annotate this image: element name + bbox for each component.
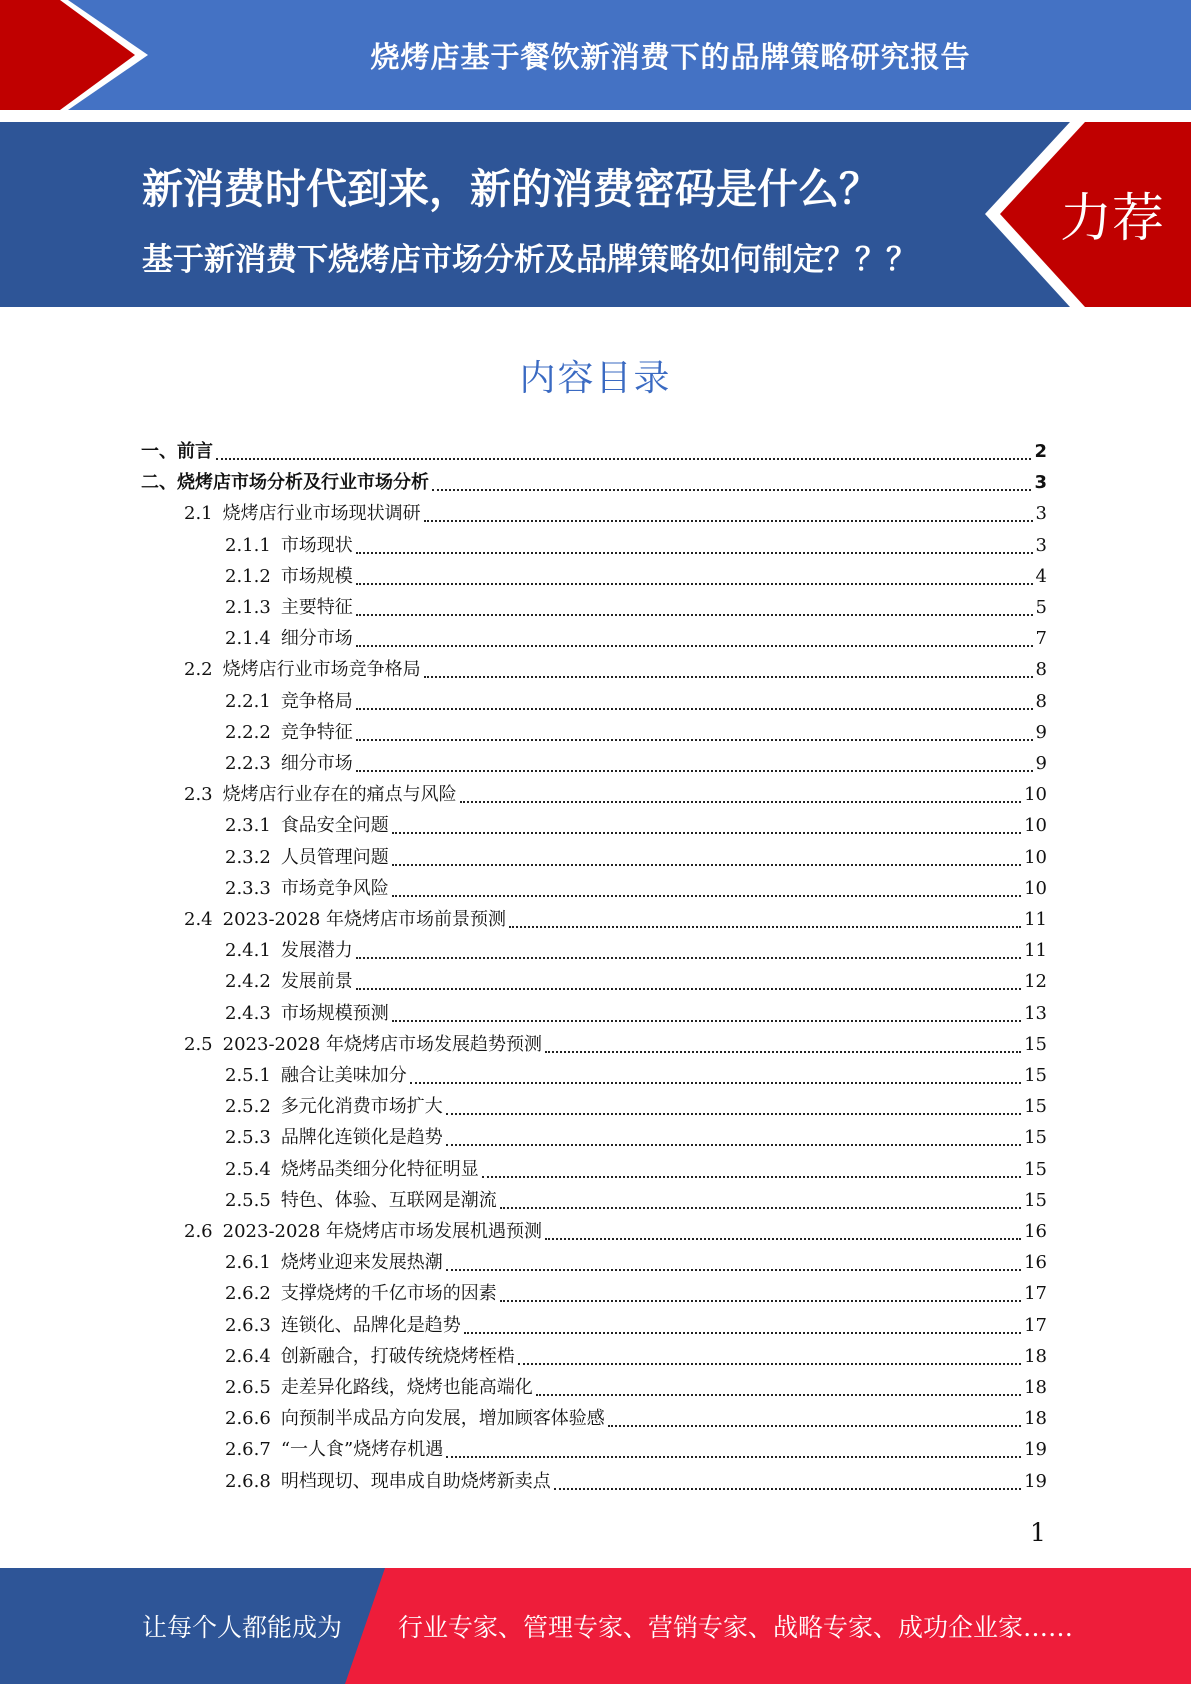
toc-entry-number: 2.4.1 bbox=[225, 940, 271, 962]
toc-entry-page: 12 bbox=[1024, 971, 1047, 993]
toc-entry-number: 2.2.2 bbox=[225, 721, 271, 743]
toc-entry-label: 2023-2028 年烧烤店市场发展机遇预测 bbox=[222, 1221, 543, 1242]
toc-entry-label: 烧烤店行业市场现状调研 bbox=[222, 503, 421, 525]
toc-entry-number: 2.5.3 bbox=[225, 1127, 271, 1149]
toc-entry-label: 烧烤店市场分析及行业市场分析 bbox=[177, 472, 429, 494]
toc-entry-number: 2.5.4 bbox=[225, 1158, 271, 1180]
toc-entry-number: 2.1 bbox=[184, 503, 213, 525]
toc-dot-leader bbox=[554, 1487, 1021, 1490]
toc-entry[interactable] bbox=[225, 1061, 1047, 1092]
toc-entry[interactable] bbox=[184, 780, 1047, 811]
toc-entry-page: 16 bbox=[1024, 1221, 1047, 1242]
toc-entry-page: 19 bbox=[1024, 1470, 1047, 1492]
toc-entry[interactable] bbox=[225, 1123, 1047, 1154]
toc-entry-page: 8 bbox=[1035, 659, 1047, 681]
toc-entry-label: 向预制半成品方向发展，增加顾客体验感 bbox=[280, 1408, 605, 1430]
toc-entry-page: 15 bbox=[1024, 1158, 1047, 1180]
toc-entry-number: 2.3.2 bbox=[225, 846, 271, 868]
toc-entry-label: 食品安全问题 bbox=[280, 815, 389, 837]
toc-dot-leader bbox=[356, 738, 1033, 741]
toc-entry-label: 市场规模 bbox=[280, 565, 353, 587]
toc-dot-leader bbox=[460, 800, 1021, 803]
toc-entry-number: 2.5.2 bbox=[225, 1096, 271, 1118]
toc-entry[interactable] bbox=[225, 843, 1047, 874]
toc-entry-number: 2.1.4 bbox=[225, 628, 271, 650]
toc-entry-number: 2.3.3 bbox=[225, 877, 271, 899]
toc-entry[interactable] bbox=[225, 687, 1047, 718]
toc-entry-label: 人员管理问题 bbox=[280, 846, 389, 868]
toc-dot-leader bbox=[424, 675, 1033, 678]
toc-entry[interactable] bbox=[225, 1279, 1047, 1310]
toc-dot-leader bbox=[356, 769, 1033, 772]
toc-entry-page: 9 bbox=[1035, 753, 1047, 774]
toc-entry-number: 2.6.2 bbox=[225, 1283, 271, 1305]
toc-entry-label: 竞争格局 bbox=[280, 690, 353, 712]
report-title: 烧烤店基于餐饮新消费下的品牌策略研究报告 bbox=[370, 39, 971, 74]
recommend-badge-label: 力荐 bbox=[1060, 189, 1165, 249]
toc-entry-label: 2023-2028 年烧烤店市场发展趋势预测 bbox=[222, 1033, 543, 1055]
toc-entry-label: 市场规模预测 bbox=[280, 1002, 389, 1024]
toc-entry[interactable] bbox=[225, 593, 1047, 624]
toc-dot-leader bbox=[464, 1331, 1021, 1334]
toc-entry-label: 竞争特征 bbox=[280, 721, 353, 743]
toc-entry-page: 19 bbox=[1024, 1439, 1047, 1461]
toc-entry-label: 支撑烧烤的千亿市场的因素 bbox=[280, 1283, 497, 1305]
toc-entry-number: 2.3 bbox=[184, 784, 213, 806]
toc-entry-page: 3 bbox=[1035, 503, 1047, 525]
toc-entry-number: 2.6.3 bbox=[225, 1314, 271, 1336]
toc-dot-leader bbox=[536, 1393, 1021, 1396]
toc-entry[interactable] bbox=[225, 1404, 1047, 1435]
toc-entry-page: 3 bbox=[1035, 534, 1047, 556]
toc-entry-number: 2.5 bbox=[184, 1033, 213, 1055]
toc-entry-page: 15 bbox=[1024, 1096, 1047, 1118]
toc-entry-page: 11 bbox=[1024, 909, 1047, 930]
toc-entry[interactable] bbox=[225, 936, 1047, 967]
toc-entry-number: 2.6.4 bbox=[225, 1345, 271, 1367]
toc-entry-number: 一、 bbox=[141, 441, 177, 462]
toc-entry-page: 15 bbox=[1024, 1065, 1047, 1086]
toc-entry[interactable] bbox=[225, 624, 1047, 655]
toc-entry-label: 市场竞争风险 bbox=[280, 877, 389, 899]
toc-entry-page: 13 bbox=[1024, 1002, 1047, 1024]
toc-entry-label: 细分市场 bbox=[280, 753, 353, 774]
toc-entry[interactable] bbox=[225, 562, 1047, 593]
toc-entry-number: 2.2 bbox=[184, 659, 213, 681]
toc-dot-leader bbox=[356, 582, 1033, 585]
toc-entry[interactable] bbox=[225, 1467, 1047, 1498]
toc-entry-number: 2.5.5 bbox=[225, 1189, 271, 1211]
toc-entry-page: 18 bbox=[1024, 1377, 1047, 1398]
toc-entry-label: “一人食”烧烤存机遇 bbox=[280, 1439, 444, 1461]
toc-entry-page: 7 bbox=[1035, 628, 1047, 650]
toc-entry-label: 品牌化连锁化是趋势 bbox=[280, 1127, 443, 1149]
toc-entry-page: 9 bbox=[1035, 721, 1047, 743]
toc-entry-label: 连锁化、品牌化是趋势 bbox=[280, 1314, 461, 1336]
toc-entry-number: 2.4.3 bbox=[225, 1002, 271, 1024]
toc-entry[interactable] bbox=[225, 811, 1047, 842]
toc-entry-label: 融合让美味加分 bbox=[280, 1065, 407, 1086]
toc-entry[interactable] bbox=[225, 531, 1047, 562]
footer-banner bbox=[0, 1568, 1191, 1684]
toc-dot-leader bbox=[424, 519, 1033, 522]
toc-entry-label: 发展前景 bbox=[280, 971, 353, 993]
toc-entry-page: 8 bbox=[1035, 690, 1047, 712]
toc-dot-leader bbox=[356, 987, 1021, 990]
toc-entry[interactable] bbox=[225, 967, 1047, 998]
toc-entry-page: 11 bbox=[1024, 940, 1047, 962]
toc-entry-page: 15 bbox=[1024, 1189, 1047, 1211]
toc-dot-leader bbox=[432, 488, 1031, 491]
toc-entry-number: 2.6.8 bbox=[225, 1470, 271, 1492]
toc-entry-page: 10 bbox=[1024, 846, 1047, 868]
toc-entry[interactable] bbox=[225, 1092, 1047, 1123]
header-divider bbox=[0, 110, 1191, 122]
toc-entry-label: 细分市场 bbox=[280, 628, 353, 650]
toc-entry[interactable] bbox=[225, 749, 1047, 780]
toc-dot-leader bbox=[356, 707, 1033, 710]
toc-entry[interactable] bbox=[225, 1435, 1047, 1466]
toc-entry-page: 17 bbox=[1024, 1314, 1047, 1336]
toc-entry[interactable] bbox=[225, 1373, 1047, 1404]
toc-entry-page: 4 bbox=[1035, 565, 1047, 587]
toc-entry-label: 前言 bbox=[177, 441, 213, 462]
toc-entry-number: 2.6.1 bbox=[225, 1252, 271, 1274]
toc-entry[interactable] bbox=[225, 999, 1047, 1030]
toc-dot-leader bbox=[410, 1081, 1021, 1084]
toc-entry-page: 10 bbox=[1024, 784, 1047, 806]
toc-dot-leader bbox=[392, 894, 1021, 897]
toc-entry-label: 烧烤业迎来发展热潮 bbox=[280, 1252, 443, 1274]
toc-entry[interactable] bbox=[225, 874, 1047, 905]
toc-entry-page: 10 bbox=[1024, 815, 1047, 837]
toc-entry-label: 特色、体验、互联网是潮流 bbox=[280, 1189, 497, 1211]
toc-entry-label: 2023-2028 年烧烤店市场前景预测 bbox=[222, 909, 507, 930]
toc-entry-page: 3 bbox=[1034, 472, 1047, 494]
toc-entry[interactable] bbox=[141, 468, 1047, 499]
toc-entry-number: 2.6.6 bbox=[225, 1408, 271, 1430]
toc-dot-leader bbox=[356, 956, 1021, 959]
toc-entry-label: 市场现状 bbox=[280, 534, 353, 556]
toc-entry-label: 发展潜力 bbox=[280, 940, 353, 962]
toc-entry[interactable] bbox=[141, 437, 1047, 468]
toc-entry-number: 2.5.1 bbox=[225, 1065, 271, 1086]
report-header-band bbox=[0, 0, 1191, 110]
toc-entry-label: 多元化消费市场扩大 bbox=[280, 1096, 443, 1118]
toc-dot-leader bbox=[518, 1362, 1021, 1365]
toc-entry[interactable] bbox=[184, 905, 1047, 936]
toc-entry-label: 烧烤店行业市场竞争格局 bbox=[222, 659, 421, 681]
toc-entry-page: 15 bbox=[1024, 1033, 1047, 1055]
toc-entry-page: 15 bbox=[1024, 1127, 1047, 1149]
toc-entry-page: 10 bbox=[1024, 877, 1047, 899]
toc-dot-leader bbox=[545, 1050, 1021, 1053]
toc-dot-leader bbox=[392, 1019, 1021, 1022]
toc-entry-number: 2.3.1 bbox=[225, 815, 271, 837]
toc-entry-number: 2.4 bbox=[184, 909, 213, 930]
toc-entry-label: 烧烤品类细分化特征明显 bbox=[280, 1158, 479, 1180]
toc-dot-leader bbox=[509, 925, 1021, 928]
toc-dot-leader bbox=[446, 1112, 1021, 1115]
toc-entry-number: 2.6.7 bbox=[225, 1439, 271, 1461]
toc-dot-leader bbox=[482, 1175, 1021, 1178]
toc-entry[interactable] bbox=[225, 1311, 1047, 1342]
toc-entry-number: 2.1.3 bbox=[225, 597, 271, 618]
toc-entry-label: 烧烤店行业存在的痛点与风险 bbox=[222, 784, 457, 806]
toc-entry[interactable] bbox=[225, 1186, 1047, 1217]
toc-dot-leader bbox=[392, 831, 1021, 834]
toc-entry[interactable] bbox=[225, 1342, 1047, 1373]
toc-entry[interactable] bbox=[184, 655, 1047, 686]
toc-dot-leader bbox=[356, 551, 1033, 554]
toc-entry-number: 2.4.2 bbox=[225, 971, 271, 993]
toc-dot-leader bbox=[392, 863, 1021, 866]
hero-headline: 新消费时代到来，新的消费密码是什么？ bbox=[142, 165, 880, 213]
toc-entry-number: 2.6 bbox=[184, 1221, 213, 1242]
toc-entry-page: 17 bbox=[1024, 1283, 1047, 1305]
toc-entry[interactable] bbox=[184, 499, 1047, 530]
toc-entry-label: 走差异化路线，烧烤也能高端化 bbox=[280, 1377, 533, 1398]
toc-entry-label: 明档现切、现串成自助烧烤新卖点 bbox=[280, 1470, 551, 1492]
toc-entry-number: 2.1.1 bbox=[225, 534, 271, 556]
toc-entry-number: 2.6.5 bbox=[225, 1377, 271, 1398]
toc-entry-page: 18 bbox=[1024, 1345, 1047, 1367]
footer-slogan-right: 行业专家、管理专家、营销专家、战略专家、成功企业家…… bbox=[398, 1613, 1074, 1642]
toc-dot-leader bbox=[446, 1143, 1021, 1146]
toc-entry[interactable] bbox=[184, 1030, 1047, 1061]
toc-entry[interactable] bbox=[225, 1155, 1047, 1186]
toc-dot-leader bbox=[500, 1206, 1021, 1209]
toc-entry-page: 2 bbox=[1034, 441, 1047, 462]
toc-entry-label: 主要特征 bbox=[280, 597, 353, 618]
toc-entry-number: 2.2.3 bbox=[225, 753, 271, 774]
toc-dot-leader bbox=[356, 613, 1033, 616]
toc-heading: 内容目录 bbox=[519, 358, 672, 399]
toc-entry-page: 5 bbox=[1035, 597, 1047, 618]
page-number: 1 bbox=[1030, 1518, 1046, 1547]
hero-subheadline: 基于新消费下烧烤店市场分析及品牌策略如何制定？？？ bbox=[142, 242, 917, 278]
toc-entry-number: 2.2.1 bbox=[225, 690, 271, 712]
toc-entry[interactable] bbox=[184, 1217, 1047, 1248]
footer-slogan-left: 让每个人都能成为 bbox=[142, 1613, 343, 1642]
toc-entry-number: 二、 bbox=[141, 472, 177, 494]
toc-entry-label: 创新融合，打破传统烧烤桎梏 bbox=[280, 1345, 515, 1367]
toc-dot-leader bbox=[545, 1237, 1021, 1240]
toc-dot-leader bbox=[446, 1455, 1021, 1458]
toc-dot-leader bbox=[446, 1268, 1021, 1271]
toc-entry[interactable] bbox=[225, 1248, 1047, 1279]
toc-entry[interactable] bbox=[225, 718, 1047, 749]
toc-dot-leader bbox=[356, 644, 1033, 647]
toc-entry-page: 16 bbox=[1024, 1252, 1047, 1274]
toc-dot-leader bbox=[500, 1299, 1021, 1302]
toc-entry-number: 2.1.2 bbox=[225, 565, 271, 587]
toc-entry-page: 18 bbox=[1024, 1408, 1047, 1430]
toc-dot-leader bbox=[216, 457, 1031, 460]
toc-dot-leader bbox=[608, 1424, 1021, 1427]
